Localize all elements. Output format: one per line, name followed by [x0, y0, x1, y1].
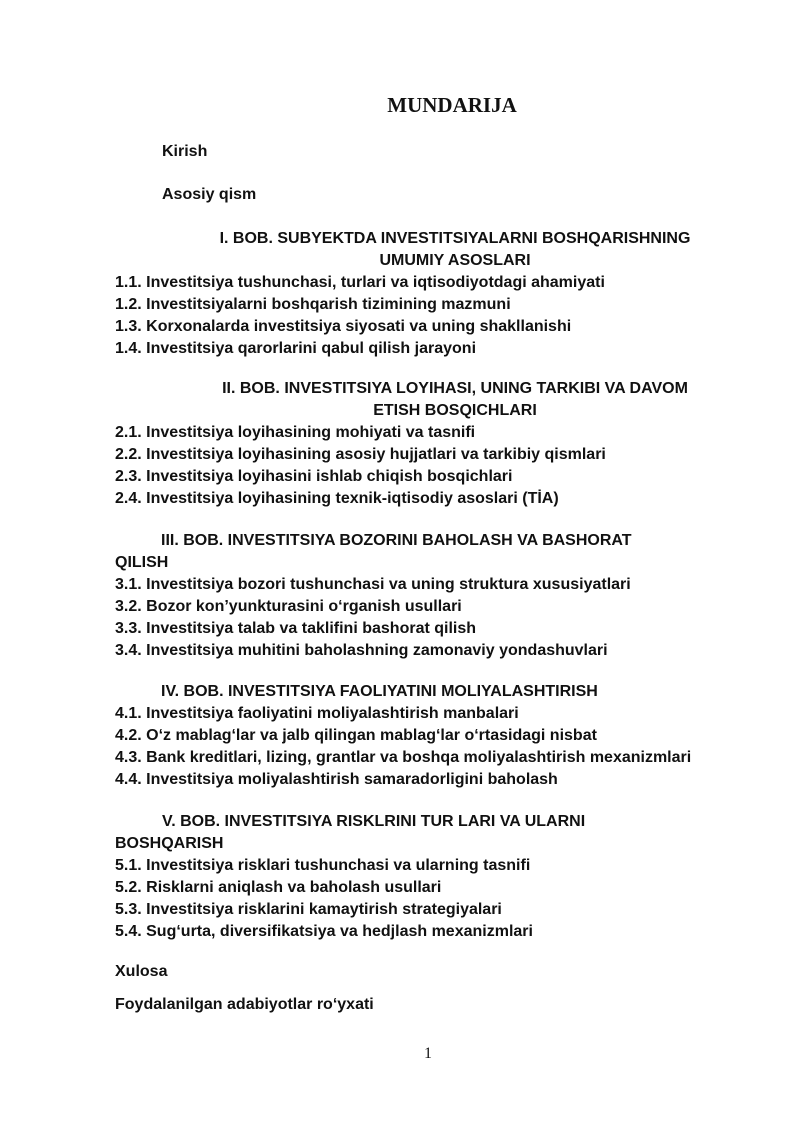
toc-intro: Kirish — [162, 143, 208, 160]
chapter-5-heading — [115, 811, 735, 855]
toc-section-4-3: 4.3. Bank kreditlari, lizing, grantlar va boshqa moliyalashtirish mexanizmlari — [115, 749, 692, 766]
toc-section-5-2: 5.2. Risklarni aniqlash va baholash usullari — [115, 879, 442, 896]
toc-section-5-4: 5.4. Sug‘urta, diversifikatsiya va hedjlash mexanizmlari — [115, 923, 533, 940]
toc-section-2-1: 2.1. Investitsiya loyihasining mohiyati va tasnifi — [115, 424, 476, 441]
chapter-5 — [115, 811, 735, 943]
chapter-2-heading-line1: II. BOB. INVESTITSIYA LOYIHASI, UNING TARKIBI VA DAVOM — [222, 380, 688, 397]
toc-section-4-2: 4.2. O‘z mablag‘lar va jalb qilingan mablag‘lar o‘rtasidagi nisbat — [115, 727, 597, 744]
chapter-3-heading-line2: QILISH — [115, 554, 169, 571]
chapter-4 — [115, 681, 735, 791]
page-number: 1 — [424, 1045, 432, 1062]
toc-section-5-3: 5.3. Investitsiya risklarini kamaytirish strategiyalari — [115, 901, 502, 918]
toc-section-4-4: 4.4. Investitsiya moliyalashtirish samaradorligini baholash — [115, 771, 558, 788]
chapter-1 — [115, 228, 735, 360]
toc-section-5-1: 5.1. Investitsiya risklari tushunchasi va ularning tasnifi — [115, 857, 531, 874]
chapter-5-heading-line1: V. BOB. INVESTITSIYA RISKLRINI TUR LARI VA ULARNI — [162, 813, 586, 830]
toc-section-2-4: 2.4. Investitsiya loyihasining texnik-iqtisodiy asoslari (TİA) — [115, 490, 559, 507]
chapter-2-heading — [115, 378, 735, 422]
toc-section-4-1: 4.1. Investitsiya faoliyatini moliyalashtirish manbalari — [115, 705, 519, 722]
chapter-4-heading — [115, 681, 735, 703]
toc-section-3-4: 3.4. Investitsiya muhitini baholashning zamonaviy yondashuvlari — [115, 642, 608, 659]
page-title: MUNDARIJA — [387, 93, 517, 117]
toc-section-1-4: 1.4. Investitsiya qarorlarini qabul qilish jarayoni — [115, 340, 477, 357]
chapter-2 — [115, 378, 735, 510]
toc-section-2-2: 2.2. Investitsiya loyihasining asosiy hujjatlari va tarkibiy qismlari — [115, 446, 606, 463]
toc-conclusion: Xulosa — [115, 963, 168, 980]
chapter-5-heading-line2: BOSHQARISH — [115, 835, 224, 852]
toc-references: Foydalanilgan adabiyotlar ro‘yxati — [115, 996, 374, 1013]
chapter-1-heading-line2: UMUMIY ASOSLARI — [379, 252, 531, 269]
toc-section-1-3: 1.3. Korxonalarda investitsiya siyosati va uning shakllanishi — [115, 318, 572, 335]
chapter-1-heading — [115, 228, 735, 272]
chapter-4-heading-line1: IV. BOB. INVESTITSIYA FAOLIYATINI MOLIYALASHTIRISH — [161, 683, 598, 700]
toc-main-part: Asosiy qism — [162, 186, 257, 203]
chapter-3-heading — [115, 530, 735, 574]
toc-section-3-1: 3.1. Investitsiya bozori tushunchasi va uning struktura xususiyatlari — [115, 576, 631, 593]
chapter-2-heading-line2: ETISH BOSQICHLARI — [373, 402, 537, 419]
toc-section-3-2: 3.2. Bozor kon’yunkturasini o‘rganish usullari — [115, 598, 462, 615]
toc-section-1-2: 1.2. Investitsiyalarni boshqarish tizimining mazmuni — [115, 296, 511, 313]
chapter-3-heading-line1: III. BOB. INVESTITSIYA BOZORINI BAHOLASH VA BASHORAT — [161, 532, 632, 549]
toc-section-3-3: 3.3. Investitsiya talab va taklifini bashorat qilish — [115, 620, 477, 637]
toc-section-1-1: 1.1. Investitsiya tushunchasi, turlari va iqtisodiyotdagi ahamiyati — [115, 274, 605, 291]
chapter-1-heading-line1: I. BOB. SUBYEKTDA INVESTITSIYALARNI BOSHQARISHNING — [219, 230, 691, 247]
toc-section-2-3: 2.3. Investitsiya loyihasini ishlab chiqish bosqichlari — [115, 468, 513, 485]
chapter-3 — [115, 530, 735, 662]
